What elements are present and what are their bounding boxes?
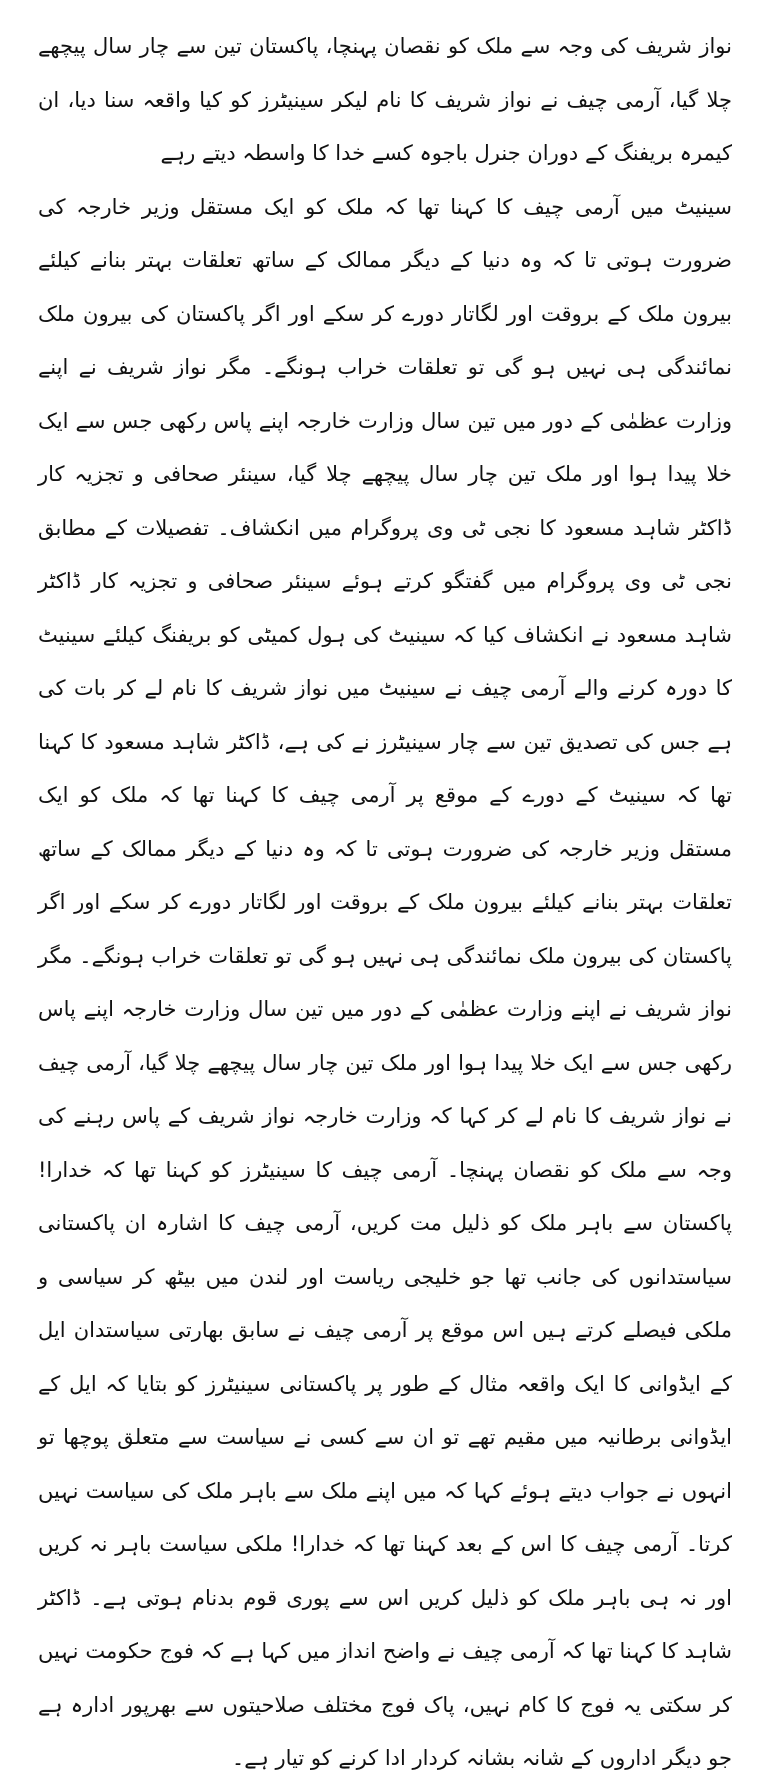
article-body: سینیٹ میں آرمی چیف کا کہنا تھا کہ ملک کو ایک مستقل وزیر خارجہ کی ضرورت ہوتی تا کہ وہ دنیا کے دیگر ممالک کے ساتھ تعلقات بہتر بنانے کیلئے بیرون ملک کے بروقت اور لگاتار دورے کر سکے اور اگر پاکستان کی بیرون ملک نمائندگی ہی نہیں ہو گی تو تعلقات خراب ہونگے۔ مگر نواز شریف نے اپنے وزارت عظمٰی کے دور میں تین سال وزارت خارجہ اپنے پاس رکھی جس سے ایک خلا پیدا ہوا اور ملک تین چار سال پیچھے چلا گیا، سینئر صحافی و تجزیہ کار ڈاکٹر شاہد مسعود کا نجی ٹی وی پروگرام میں انکشاف۔ تفصیلات کے مطابق نجی ٹی وی پروگرام میں گفتگو کرتے ہوئے سینئر صحافی و تجزیہ کار ڈاکٹر شاہد مسعود نے انکشاف کیا کہ سینیٹ کی ہول کمیٹی کو بریفنگ کیلئے سینیٹ کا دورہ کرنے والے آرمی چیف نے سینیٹ میں نواز شریف کا نام لے کر بات کی ہے جس کی تصدیق تین سے چار سینیٹرز نے کی ہے، ڈاکٹر شاہد مسعود کا کہنا تھا کہ سینیٹ کے دورے کے موقع پر آرمی چیف کا کہنا تھا کہ ملک کو ایک مستقل وزیر خارجہ کی ضرورت ہوتی تا کہ وہ دنیا کے دیگر ممالک کے ساتھ تعلقات بہتر بنانے کیلئے بیرون ملک کے بروقت اور لگاتار دورے کر سکے اور اگر پاکستان کی بیرون ملک نمائندگی ہی نہیں ہو گی تو تعلقات خراب ہونگے۔ مگر نواز شریف نے اپنے وزارت عظمٰی کے دور میں تین سال وزارت خارجہ اپنے پاس رکھی جس سے ایک خلا پیدا ہوا اور ملک تین چار سال پیچھے چلا گیا، آرمی چیف نے نواز شریف کا نام لے کر کہا کہ وزارت خارجہ نواز شریف کے پاس رہنے کی وجہ سے ملک کو نقصان پہنچا۔ آرمی چیف کا سینیٹرز کو کہنا تھا کہ خدارا! پاکستان سے باہر ملک کو ذلیل مت کریں، آرمی چیف کا اشارہ ان پاکستانی سیاستدانوں کی جانب تھا جو خلیجی ریاست اور لندن میں بیٹھ کر سیاسی و ملکی فیصلے کرتے ہیں اس موقع پر آرمی چیف نے سابق بھارتی سیاستدان ایل کے ایڈوانی کا ایک واقعہ مثال کے طور پر پاکستانی سینیٹرز کو بتایا کہ ایل کے ایڈوانی برطانیہ میں مقیم تھے تو ان سے کسی نے سیاست سے متعلق پوچھا تو انہوں نے جواب دیتے ہوئے کہا کہ میں اپنے ملک سے باہر ملک کی سیاست نہیں کرتا۔ آرمی چیف کا اس کے بعد کہنا تھا کہ خدارا! ملکی سیاست باہر نہ کریں اور نہ ہی باہر ملک کو ذلیل کریں اس سے پوری قوم بدنام ہوتی ہے۔ ڈاکٹر شاہد کا کہنا تھا کہ آرمی چیف نے واضح انداز میں کہا ہے کہ فوج حکومت نہیں کر سکتی یہ فوج کا کام نہیں، پاک فوج مختلف صلاحیتوں سے بھرپور ادارہ ہے جو دیگر اداروں کے شانہ بشانہ کردار ادا کرنے کو تیار ہے۔: [38, 194, 732, 1770]
article-headline: نواز شریف کی وجہ سے ملک کو نقصان پہنچا، پاکستان تین سے چار سال پیچھے چلا گیا، آرمی چیف نے نواز شریف کا نام لیکر سینیٹرز کو کیا واقعہ سنا دیا، ان کیمرہ بریفنگ کے دوران جنرل باجوہ کسے خدا کا واسطہ دیتے رہے: [38, 34, 732, 165]
